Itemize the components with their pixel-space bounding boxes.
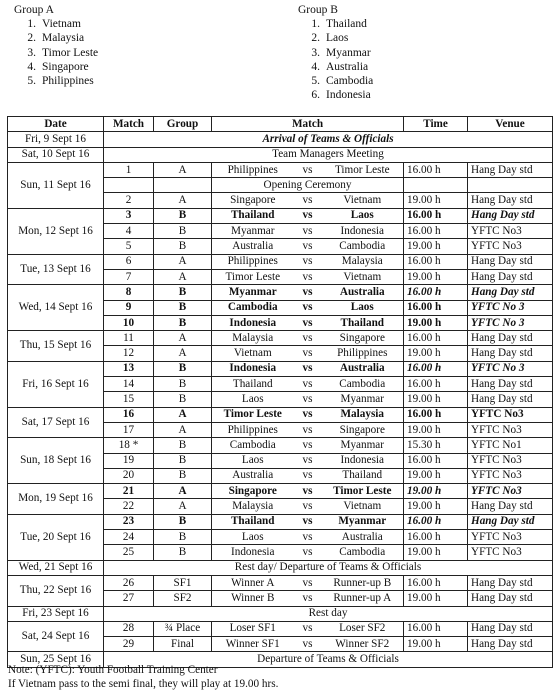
match-number-cell: 16: [104, 407, 154, 422]
group-cell: B: [154, 377, 212, 392]
group-cell: B: [154, 438, 212, 453]
group-cell: A: [154, 331, 212, 346]
venue-cell: Hang Day std: [468, 514, 553, 529]
group-title: Group A: [14, 4, 54, 16]
time-cell: 16.00 h: [404, 621, 468, 636]
venue-cell: YFTC No3: [468, 545, 553, 560]
match-number-cell: 26: [104, 575, 154, 590]
event-cell: Departure of Teams & Officials: [104, 652, 553, 667]
match-row: [8, 331, 553, 346]
match-number-cell: 22: [104, 499, 154, 514]
vs-cell: vs: [294, 438, 322, 453]
team-list-item: [298, 46, 373, 60]
date-cell: Sun, 25 Sept 16: [8, 652, 104, 667]
home-team-cell: Loser SF1: [212, 621, 294, 636]
group-cell: B: [154, 545, 212, 560]
venue-cell: YFTC No3: [468, 239, 553, 254]
group-cell: A: [154, 499, 212, 514]
match-number-cell: 11: [104, 331, 154, 346]
away-team-cell: Vietnam: [322, 193, 404, 208]
group-title: Group B: [298, 4, 338, 16]
date-cell: Sat, 17 Sept 16: [8, 407, 104, 438]
home-team-cell: Malaysia: [212, 331, 294, 346]
group-cell: A: [154, 162, 212, 177]
time-cell: 19.00 h: [404, 484, 468, 499]
time-cell: 19.00 h: [404, 591, 468, 606]
venue-cell: YFTC No3: [468, 224, 553, 239]
team-name: Indonesia: [326, 89, 371, 102]
vs-cell: vs: [294, 407, 322, 422]
date-cell: Wed, 21 Sept 16: [8, 560, 104, 575]
home-team-cell: Thailand: [212, 377, 294, 392]
time-cell: 16.00 h: [404, 254, 468, 269]
team-number: 1.: [311, 18, 320, 31]
notes: [8, 663, 278, 691]
venue-cell: YFTC No3: [468, 530, 553, 545]
match-number-cell: 1: [104, 162, 154, 177]
time-cell: 16.00 h: [404, 331, 468, 346]
away-team-cell: Indonesia: [322, 453, 404, 468]
group-b: [298, 3, 373, 102]
header-date: Date: [8, 117, 104, 132]
match-number-cell: 8: [104, 285, 154, 300]
home-team-cell: Philippines: [212, 162, 294, 177]
venue-cell: YFTC No 3: [468, 300, 553, 315]
away-team-cell: Australia: [322, 285, 404, 300]
time-cell: 16.00 h: [404, 377, 468, 392]
home-team-cell: Indonesia: [212, 315, 294, 330]
date-cell: Fri, 23 Sept 16: [8, 606, 104, 621]
time-cell: 19.00 h: [404, 239, 468, 254]
time-cell: 16.00 h: [404, 453, 468, 468]
venue-cell: Hang Day std: [468, 193, 553, 208]
vs-cell: vs: [294, 208, 322, 223]
team-number: 2.: [27, 32, 36, 45]
venue-cell: Hang Day std: [468, 621, 553, 636]
date-cell: Fri, 16 Sept 16: [8, 361, 104, 407]
time-cell: 15.30 h: [404, 438, 468, 453]
home-team-cell: Philippines: [212, 422, 294, 437]
home-team-cell: Laos: [212, 392, 294, 407]
home-team-cell: Winner A: [212, 575, 294, 590]
home-team-cell: Timor Leste: [212, 407, 294, 422]
away-team-cell: Australia: [322, 530, 404, 545]
group-cell: A: [154, 422, 212, 437]
home-team-cell: Indonesia: [212, 361, 294, 376]
date-cell: Fri, 9 Sept 16: [8, 132, 104, 147]
team-name: Timor Leste: [42, 46, 99, 59]
group-cell: B: [154, 530, 212, 545]
date-cell: Sat, 10 Sept 16: [8, 147, 104, 162]
away-team-cell: Singapore: [322, 331, 404, 346]
group-cell: SF2: [154, 591, 212, 606]
away-team-cell: Winner SF2: [322, 637, 404, 652]
group-cell: ¾ Place: [154, 621, 212, 636]
home-team-cell: Australia: [212, 239, 294, 254]
vs-cell: vs: [294, 453, 322, 468]
header-group: Group: [154, 117, 212, 132]
home-team-cell: Myanmar: [212, 224, 294, 239]
date-cell: Wed, 14 Sept 16: [8, 285, 104, 331]
vs-cell: vs: [294, 346, 322, 361]
time-cell: 19.00 h: [404, 392, 468, 407]
match-number-cell: 2: [104, 193, 154, 208]
home-team-cell: Laos: [212, 530, 294, 545]
group-cell: A: [154, 193, 212, 208]
away-team-cell: Indonesia: [322, 224, 404, 239]
match-row: [8, 162, 553, 177]
match-number-cell: 15: [104, 392, 154, 407]
team-list-item: [14, 17, 98, 31]
team-name: Myanmar: [326, 46, 371, 59]
match-row: [8, 254, 553, 269]
team-number: 1.: [27, 18, 36, 31]
group-cell: A: [154, 346, 212, 361]
time-cell: 16.00 h: [404, 208, 468, 223]
venue-cell: Hang Day std: [468, 591, 553, 606]
match-row: [8, 484, 553, 499]
time-cell: 19.00 h: [404, 499, 468, 514]
team-number: 3.: [27, 46, 36, 59]
team-name: Malaysia: [42, 32, 85, 45]
team-list-item: [298, 74, 373, 88]
match-number-cell: 21: [104, 484, 154, 499]
group-cell: A: [154, 254, 212, 269]
away-team-cell: Loser SF2: [322, 621, 404, 636]
time-cell: 19.00 h: [404, 637, 468, 652]
time-cell: 16.00 h: [404, 224, 468, 239]
match-number-cell: 5: [104, 239, 154, 254]
time-cell: 16.00 h: [404, 285, 468, 300]
venue-cell: Hang Day std: [468, 392, 553, 407]
venue-cell: Hang Day std: [468, 254, 553, 269]
match-number-cell: 20: [104, 468, 154, 483]
vs-cell: vs: [294, 637, 322, 652]
home-team-cell: Myanmar: [212, 285, 294, 300]
team-list-item: [298, 60, 373, 74]
venue-cell: Hang Day std: [468, 346, 553, 361]
vs-cell: vs: [294, 377, 322, 392]
group-cell: A: [154, 269, 212, 284]
vs-cell: vs: [294, 331, 322, 346]
match-number-cell: 29: [104, 637, 154, 652]
home-team-cell: Cambodia: [212, 300, 294, 315]
vs-cell: vs: [294, 621, 322, 636]
team-number: 5.: [27, 75, 36, 88]
date-cell: Tue, 13 Sept 16: [8, 254, 104, 285]
away-team-cell: Malaysia: [322, 407, 404, 422]
team-list-item: [14, 31, 98, 45]
vs-cell: vs: [294, 361, 322, 376]
event-row: [8, 560, 553, 575]
venue-cell: YFTC No3: [468, 468, 553, 483]
venue-cell: Hang Day std: [468, 208, 553, 223]
event-cell: Opening Ceremony: [212, 178, 404, 193]
time-cell: 16.00 h: [404, 575, 468, 590]
team-number: 2.: [311, 32, 320, 45]
home-team-cell: Indonesia: [212, 545, 294, 560]
team-number: 4.: [311, 60, 320, 73]
home-team-cell: Malaysia: [212, 499, 294, 514]
time-cell: 19.00 h: [404, 315, 468, 330]
match-number-cell: 17: [104, 422, 154, 437]
date-cell: Sat, 24 Sept 16: [8, 621, 104, 652]
home-team-cell: Thailand: [212, 208, 294, 223]
group-cell: B: [154, 315, 212, 330]
team-list-item: [14, 60, 98, 74]
match-row: [8, 208, 553, 223]
time-cell: 16.00 h: [404, 300, 468, 315]
group-cell: B: [154, 453, 212, 468]
group-cell: B: [154, 361, 212, 376]
group-a-team-list: [14, 17, 98, 88]
match-number-cell: 24: [104, 530, 154, 545]
empty-cell: [104, 178, 154, 193]
time-cell: 16.00 h: [404, 162, 468, 177]
away-team-cell: Singapore: [322, 422, 404, 437]
empty-cell: [404, 178, 468, 193]
match-number-cell: 12: [104, 346, 154, 361]
team-number: 5.: [311, 75, 320, 88]
match-number-cell: 4: [104, 224, 154, 239]
match-row: [8, 361, 553, 376]
match-number-cell: 28: [104, 621, 154, 636]
venue-cell: YFTC No3: [468, 407, 553, 422]
match-number-cell: 18 *: [104, 438, 154, 453]
away-team-cell: Runner-up B: [322, 575, 404, 590]
team-name: Australia: [326, 60, 369, 73]
vs-cell: vs: [294, 484, 322, 499]
team-name: Philippines: [42, 75, 94, 88]
venue-cell: YFTC No 3: [468, 315, 553, 330]
time-cell: 19.00 h: [404, 193, 468, 208]
match-number-cell: 3: [104, 208, 154, 223]
venue-cell: Hang Day std: [468, 377, 553, 392]
time-cell: 16.00 h: [404, 530, 468, 545]
team-list-item: [14, 74, 98, 88]
away-team-cell: Myanmar: [322, 438, 404, 453]
away-team-cell: Runner-up A: [322, 591, 404, 606]
match-row: [8, 621, 553, 636]
vs-cell: vs: [294, 162, 322, 177]
home-team-cell: Singapore: [212, 193, 294, 208]
match-row: [8, 438, 553, 453]
venue-cell: YFTC No3: [468, 453, 553, 468]
time-cell: 19.00 h: [404, 545, 468, 560]
match-schedule-table: [7, 116, 553, 668]
date-cell: Thu, 22 Sept 16: [8, 575, 104, 606]
event-row: [8, 606, 553, 621]
team-number: 6.: [311, 89, 320, 102]
group-cell: A: [154, 407, 212, 422]
vs-cell: vs: [294, 239, 322, 254]
venue-cell: YFTC No 3: [468, 361, 553, 376]
venue-cell: Hang Day std: [468, 331, 553, 346]
event-cell: Team Managers Meeting: [104, 147, 553, 162]
match-number-cell: 9: [104, 300, 154, 315]
away-team-cell: Laos: [322, 208, 404, 223]
home-team-cell: Australia: [212, 468, 294, 483]
match-number-cell: 13: [104, 361, 154, 376]
team-list-item: [298, 88, 373, 102]
vs-cell: vs: [294, 315, 322, 330]
group-cell: B: [154, 224, 212, 239]
group-cell: B: [154, 300, 212, 315]
date-cell: Mon, 19 Sept 16: [8, 484, 104, 515]
team-name: Laos: [326, 32, 349, 45]
home-team-cell: Cambodia: [212, 438, 294, 453]
group-cell: B: [154, 208, 212, 223]
vs-cell: vs: [294, 193, 322, 208]
empty-cell: [154, 178, 212, 193]
time-cell: 19.00 h: [404, 422, 468, 437]
venue-cell: Hang Day std: [468, 575, 553, 590]
time-cell: 16.00 h: [404, 514, 468, 529]
date-cell: Sun, 18 Sept 16: [8, 438, 104, 484]
away-team-cell: Myanmar: [322, 514, 404, 529]
away-team-cell: Thailand: [322, 468, 404, 483]
match-number-cell: 19: [104, 453, 154, 468]
away-team-cell: Vietnam: [322, 499, 404, 514]
time-cell: 19.00 h: [404, 346, 468, 361]
team-list-item: [298, 17, 373, 31]
group-cell: SF1: [154, 575, 212, 590]
vs-cell: vs: [294, 285, 322, 300]
date-cell: Tue, 20 Sept 16: [8, 514, 104, 560]
team-name: Cambodia: [326, 75, 374, 88]
match-number-cell: 10: [104, 315, 154, 330]
header-venue: Venue: [468, 117, 553, 132]
team-name: Thailand: [326, 18, 367, 31]
time-cell: 16.00 h: [404, 361, 468, 376]
note-line: Note: (YFTC): Youth Football Training Center: [8, 664, 218, 676]
home-team-cell: Laos: [212, 453, 294, 468]
team-name: Singapore: [42, 60, 89, 73]
venue-cell: Hang Day std: [468, 285, 553, 300]
event-cell: Rest day/ Departure of Teams & Officials: [104, 560, 553, 575]
venue-cell: Hang Day std: [468, 499, 553, 514]
match-row: [8, 407, 553, 422]
home-team-cell: Winner SF1: [212, 637, 294, 652]
schedule-body: [8, 132, 553, 667]
header-time: Time: [404, 117, 468, 132]
away-team-cell: Cambodia: [322, 545, 404, 560]
team-list-item: [14, 46, 98, 60]
vs-cell: vs: [294, 300, 322, 315]
vs-cell: vs: [294, 224, 322, 239]
table-header-row: [8, 117, 553, 132]
vs-cell: vs: [294, 545, 322, 560]
match-number-cell: 25: [104, 545, 154, 560]
header-matchup: Match: [212, 117, 404, 132]
venue-cell: Hang Day std: [468, 162, 553, 177]
away-team-cell: Cambodia: [322, 239, 404, 254]
venue-cell: YFTC No3: [468, 422, 553, 437]
match-row: [8, 285, 553, 300]
vs-cell: vs: [294, 468, 322, 483]
group-cell: B: [154, 468, 212, 483]
vs-cell: vs: [294, 514, 322, 529]
home-team-cell: Timor Leste: [212, 269, 294, 284]
away-team-cell: Timor Leste: [322, 484, 404, 499]
away-team-cell: Thailand: [322, 315, 404, 330]
away-team-cell: Australia: [322, 361, 404, 376]
vs-cell: vs: [294, 254, 322, 269]
vs-cell: vs: [294, 422, 322, 437]
group-cell: B: [154, 239, 212, 254]
vs-cell: vs: [294, 591, 322, 606]
match-number-cell: 14: [104, 377, 154, 392]
venue-cell: YFTC No1: [468, 438, 553, 453]
match-number-cell: 7: [104, 269, 154, 284]
group-a: [14, 3, 98, 88]
away-team-cell: Philippines: [322, 346, 404, 361]
venue-cell: YFTC No3: [468, 484, 553, 499]
vs-cell: vs: [294, 575, 322, 590]
team-list-item: [298, 31, 373, 45]
group-cell: B: [154, 285, 212, 300]
note-line: If Vietnam pass to the semi final, they will play at 19.00 hrs.: [8, 678, 279, 690]
event-cell: Arrival of Teams & Officials: [104, 132, 553, 147]
vs-cell: vs: [294, 392, 322, 407]
group-b-team-list: [298, 17, 373, 102]
match-number-cell: 6: [104, 254, 154, 269]
match-row: [8, 514, 553, 529]
group-cell: A: [154, 484, 212, 499]
away-team-cell: Myanmar: [322, 392, 404, 407]
home-team-cell: Vietnam: [212, 346, 294, 361]
match-number-cell: 27: [104, 591, 154, 606]
time-cell: 19.00 h: [404, 269, 468, 284]
team-name: Vietnam: [42, 18, 81, 31]
venue-cell: Hang Day std: [468, 637, 553, 652]
match-row: [8, 575, 553, 590]
groups-section: [0, 0, 560, 112]
event-cell: Rest day: [104, 606, 553, 621]
match-number-cell: 23: [104, 514, 154, 529]
event-row: [8, 147, 553, 162]
venue-cell: Hang Day std: [468, 269, 553, 284]
team-number: 3.: [311, 46, 320, 59]
header-match-number: Match: [104, 117, 154, 132]
away-team-cell: Vietnam: [322, 269, 404, 284]
date-cell: Thu, 15 Sept 16: [8, 331, 104, 362]
vs-cell: vs: [294, 530, 322, 545]
group-cell: B: [154, 514, 212, 529]
time-cell: 19.00 h: [404, 468, 468, 483]
group-cell: B: [154, 392, 212, 407]
date-cell: Mon, 12 Sept 16: [8, 208, 104, 254]
home-team-cell: Thailand: [212, 514, 294, 529]
empty-cell: [468, 178, 553, 193]
home-team-cell: Philippines: [212, 254, 294, 269]
event-row: [8, 132, 553, 147]
away-team-cell: Laos: [322, 300, 404, 315]
away-team-cell: Cambodia: [322, 377, 404, 392]
home-team-cell: Winner B: [212, 591, 294, 606]
time-cell: 16.00 h: [404, 407, 468, 422]
team-number: 4.: [27, 60, 36, 73]
away-team-cell: Timor Leste: [322, 162, 404, 177]
home-team-cell: Singapore: [212, 484, 294, 499]
group-cell: Final: [154, 637, 212, 652]
away-team-cell: Malaysia: [322, 254, 404, 269]
vs-cell: vs: [294, 269, 322, 284]
vs-cell: vs: [294, 499, 322, 514]
date-cell: Sun, 11 Sept 16: [8, 162, 104, 208]
